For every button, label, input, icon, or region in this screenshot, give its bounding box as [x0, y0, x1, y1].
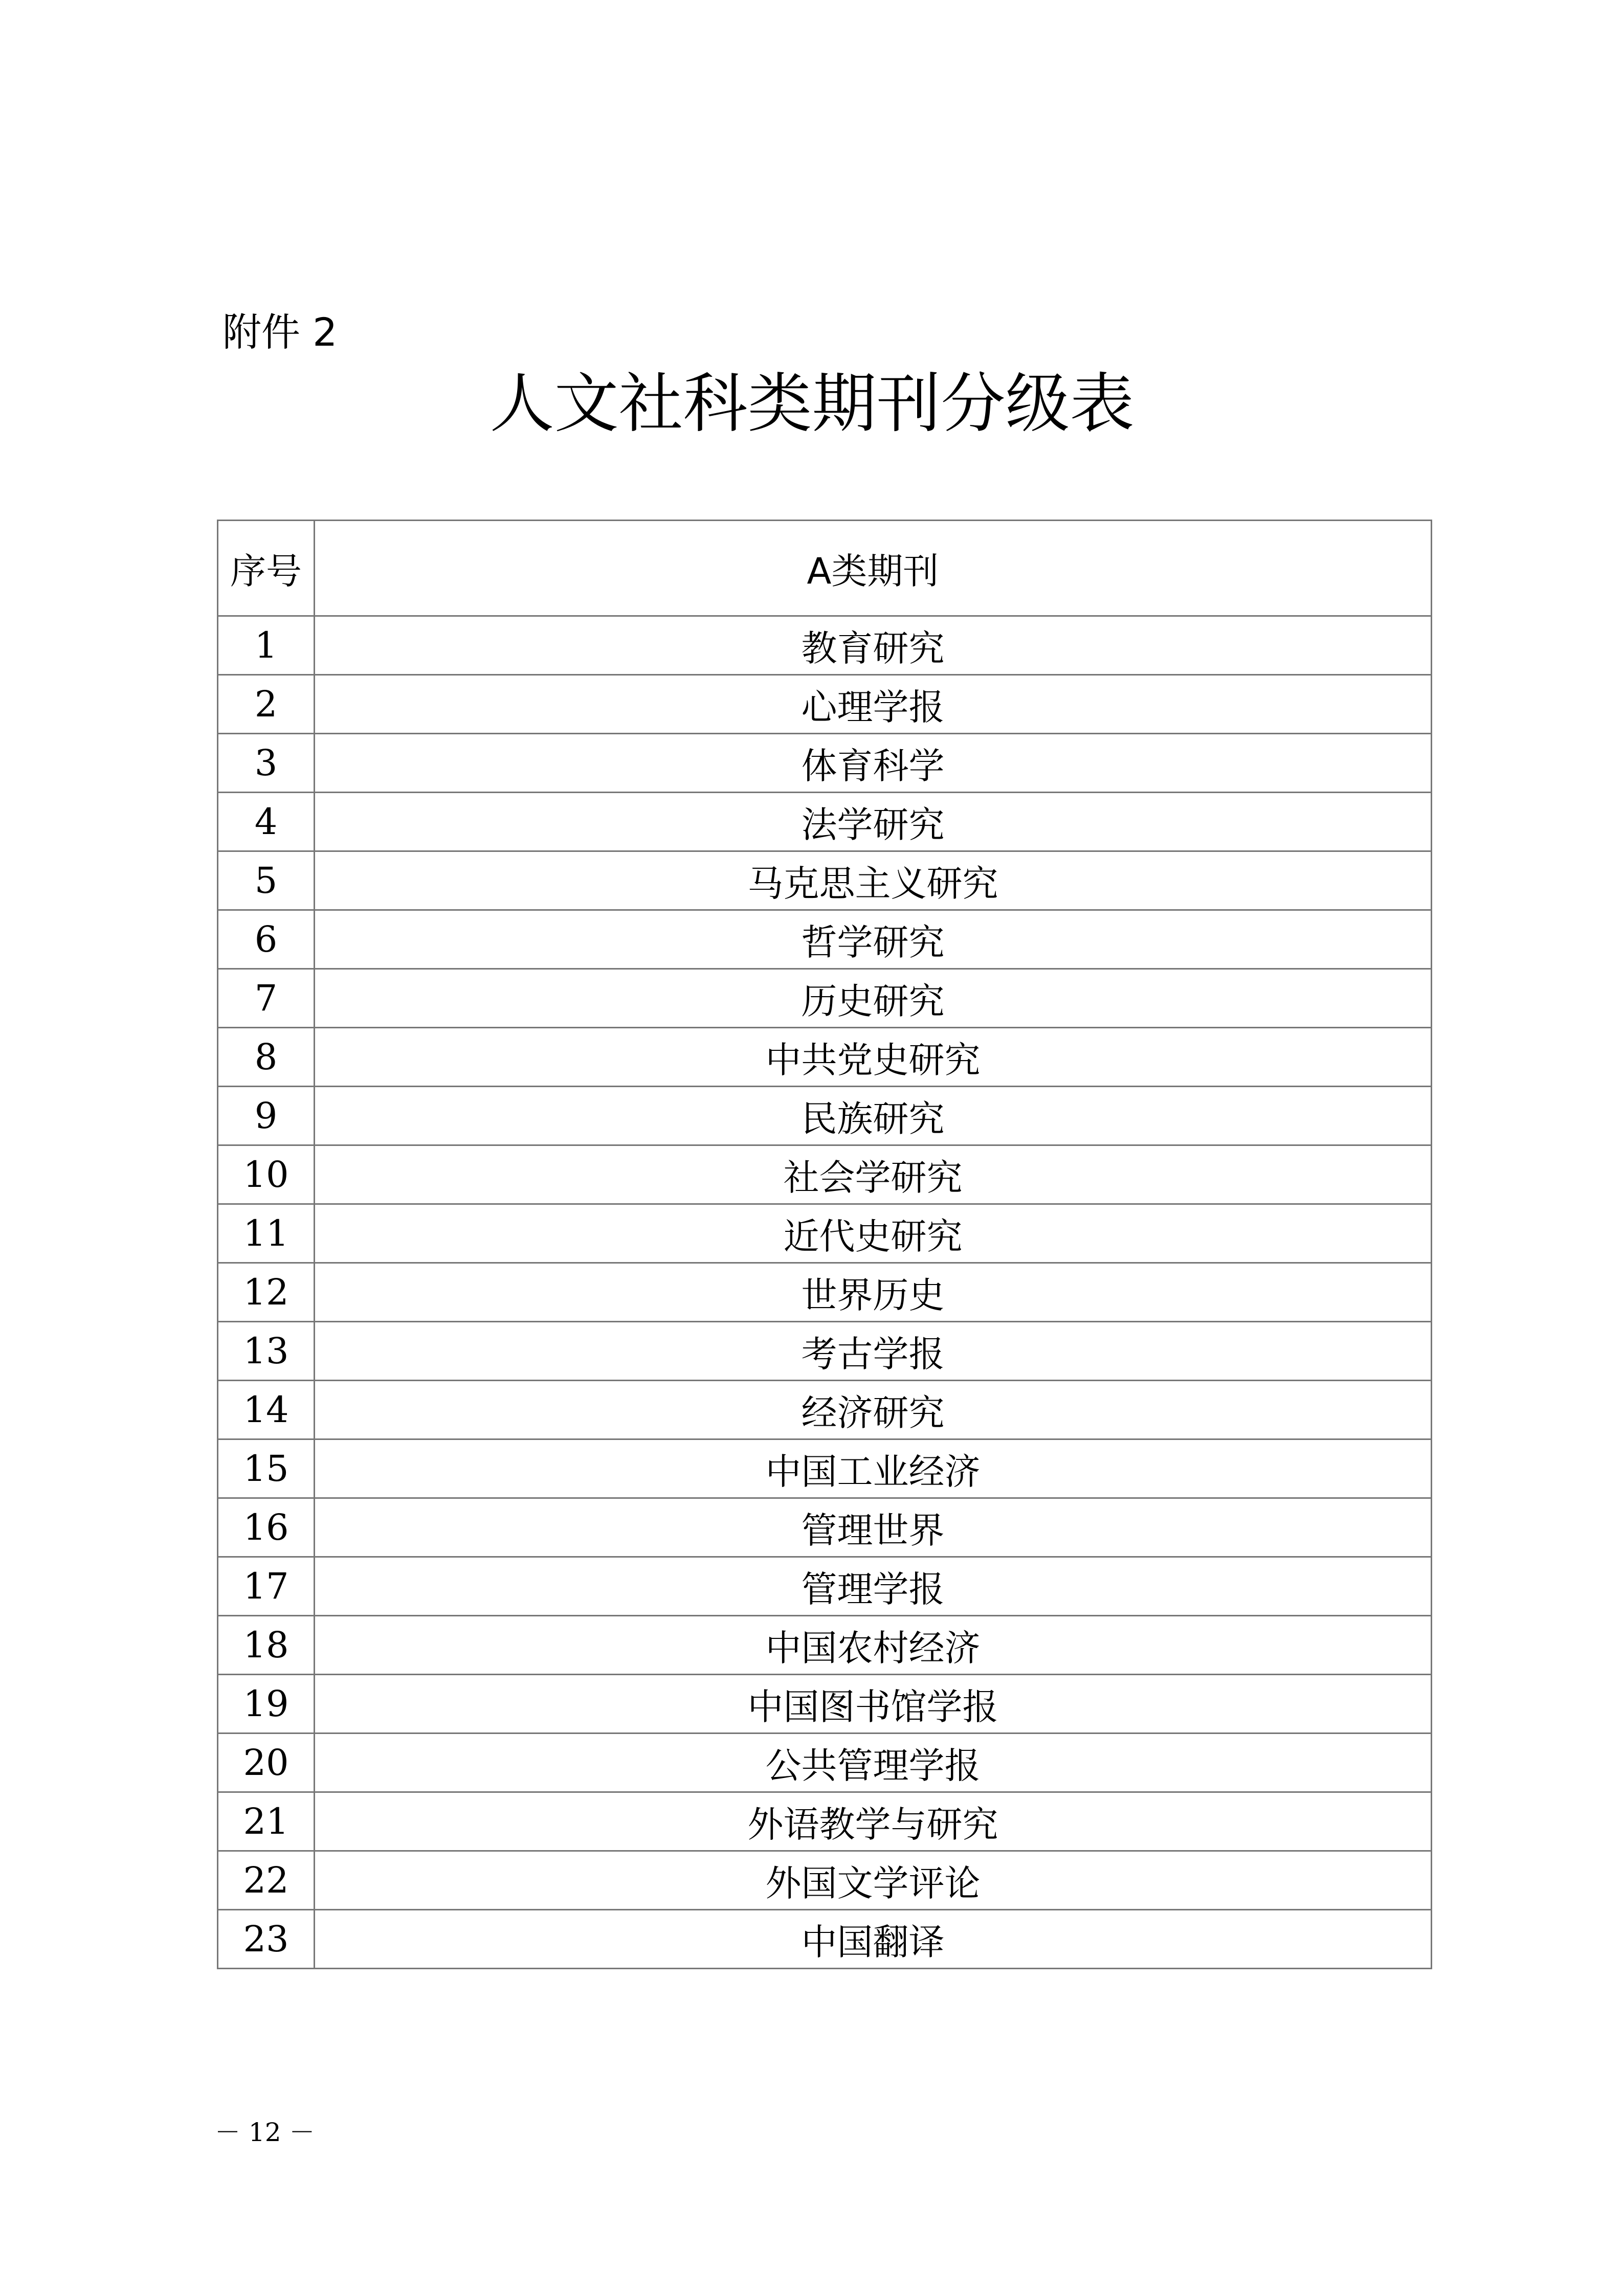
- row-journal-name: 历史研究: [315, 969, 1432, 1028]
- row-journal-name: 管理世界: [315, 1498, 1432, 1557]
- table-row: [218, 1910, 1432, 1969]
- row-index: 16: [218, 1498, 315, 1557]
- row-index: 6: [218, 910, 315, 969]
- row-index: 13: [218, 1322, 315, 1381]
- page-number: － 12 －: [215, 2118, 315, 2147]
- row-index: 18: [218, 1616, 315, 1675]
- row-journal-name: 外国文学评论: [315, 1851, 1432, 1910]
- row-journal-name: 马克思主义研究: [315, 851, 1432, 910]
- table-row: [218, 1557, 1432, 1616]
- row-index: 8: [218, 1028, 315, 1087]
- table-row: [218, 793, 1432, 851]
- table-row: [218, 1204, 1432, 1263]
- table-row: [218, 1145, 1432, 1204]
- table-row: [218, 1322, 1432, 1381]
- journal-table: [217, 520, 1432, 1969]
- row-journal-name: 世界历史: [315, 1263, 1432, 1322]
- table-row: [218, 969, 1432, 1028]
- row-index: 9: [218, 1087, 315, 1145]
- row-index: 21: [218, 1792, 315, 1851]
- table-row: [218, 734, 1432, 793]
- row-journal-name: 近代史研究: [315, 1204, 1432, 1263]
- row-index: 20: [218, 1734, 315, 1792]
- row-journal-name: 中国翻译: [315, 1910, 1432, 1969]
- row-index: 11: [218, 1204, 315, 1263]
- row-index: 17: [218, 1557, 315, 1616]
- row-journal-name: 考古学报: [315, 1322, 1432, 1381]
- row-journal-name: 心理学报: [315, 675, 1432, 734]
- row-journal-name: 民族研究: [315, 1087, 1432, 1145]
- table-row: [218, 851, 1432, 910]
- table-row: [218, 1087, 1432, 1145]
- row-journal-name: 中国工业经济: [315, 1439, 1432, 1498]
- row-journal-name: 法学研究: [315, 793, 1432, 851]
- row-index: 19: [218, 1675, 315, 1734]
- row-journal-name: 管理学报: [315, 1557, 1432, 1616]
- table-row: [218, 1734, 1432, 1792]
- table-row: [218, 1616, 1432, 1675]
- row-index: 1: [218, 616, 315, 675]
- row-index: 2: [218, 675, 315, 734]
- table-row: [218, 1381, 1432, 1439]
- table-row: [218, 616, 1432, 675]
- row-journal-name: 中国农村经济: [315, 1616, 1432, 1675]
- table-row: [218, 675, 1432, 734]
- row-index: 15: [218, 1439, 315, 1498]
- table-row: [218, 1498, 1432, 1557]
- row-index: 12: [218, 1263, 315, 1322]
- table-row: [218, 1792, 1432, 1851]
- row-index: 23: [218, 1910, 315, 1969]
- row-journal-name: 公共管理学报: [315, 1734, 1432, 1792]
- header-journal: A类期刊: [315, 521, 1432, 616]
- row-index: 4: [218, 793, 315, 851]
- table-row: [218, 1028, 1432, 1087]
- row-index: 14: [218, 1381, 315, 1439]
- row-journal-name: 经济研究: [315, 1381, 1432, 1439]
- row-journal-name: 哲学研究: [315, 910, 1432, 969]
- row-index: 22: [218, 1851, 315, 1910]
- table-row: [218, 1263, 1432, 1322]
- row-journal-name: 教育研究: [315, 616, 1432, 675]
- attachment-label: 附件 2: [223, 309, 338, 355]
- table-row: [218, 1851, 1432, 1910]
- row-journal-name: 外语教学与研究: [315, 1792, 1432, 1851]
- row-journal-name: 中国图书馆学报: [315, 1675, 1432, 1734]
- table-row: [218, 910, 1432, 969]
- row-index: 7: [218, 969, 315, 1028]
- row-index: 3: [218, 734, 315, 793]
- row-journal-name: 社会学研究: [315, 1145, 1432, 1204]
- table-row: [218, 1675, 1432, 1734]
- table-row: [218, 1439, 1432, 1498]
- row-index: 10: [218, 1145, 315, 1204]
- table-body: [218, 616, 1432, 1969]
- page-title: 人文社科类期刊分级表: [490, 366, 1134, 441]
- row-journal-name: 中共党史研究: [315, 1028, 1432, 1087]
- header-index: 序号: [218, 521, 315, 616]
- row-journal-name: 体育科学: [315, 734, 1432, 793]
- row-index: 5: [218, 851, 315, 910]
- table-header-row: [218, 521, 1432, 616]
